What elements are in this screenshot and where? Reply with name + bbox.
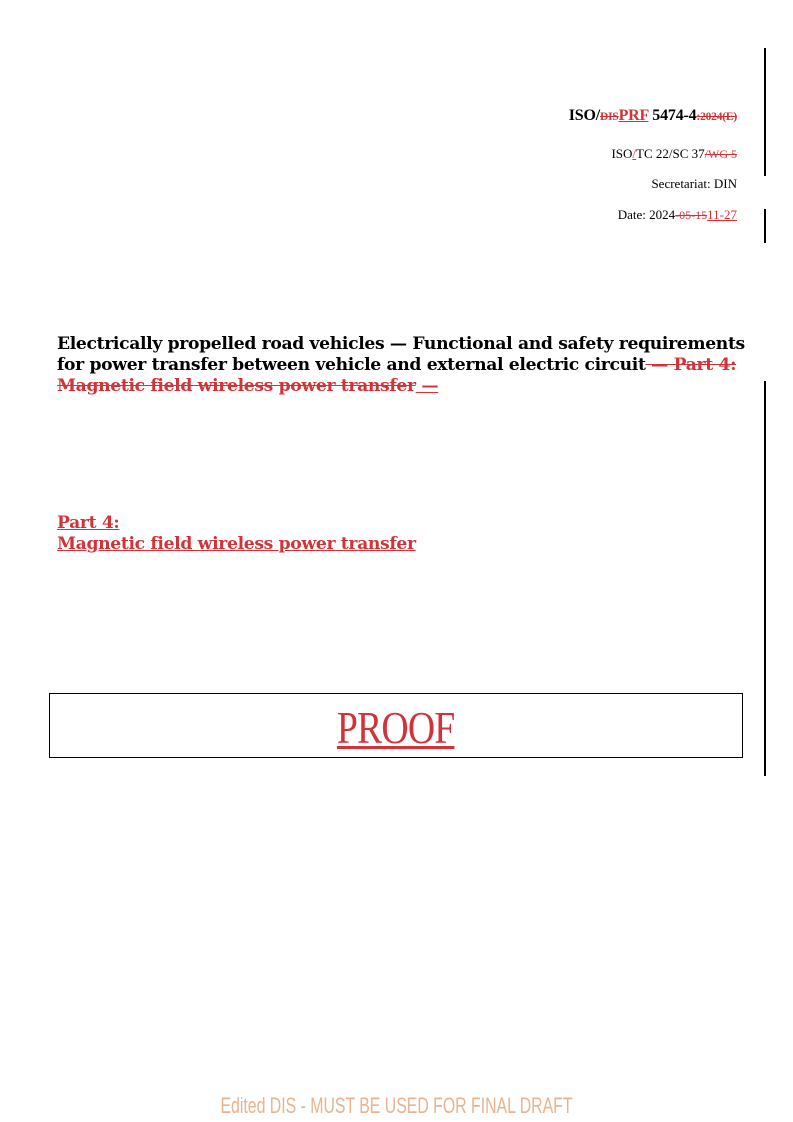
doc-ref-prefix: ISO/ [568,107,600,124]
part-subtitle: Magnetic field wireless power transfer [57,534,416,554]
part-title [57,513,416,555]
doc-number: 5474-4 [648,107,697,124]
date-label: Date: 2024 [617,207,676,222]
draft-watermark: Edited DIS - MUST BE USED FOR FINAL DRAFT [220,1093,573,1118]
document-title [57,334,747,397]
document-header [569,106,737,223]
title-deleted-part: — Part 4: Magnetic field wireless power transfer [57,355,737,396]
proof-label: PROOF [337,701,455,753]
document-reference [569,106,737,127]
inserted-slash: / [632,146,637,161]
inserted-stage: PRF [618,107,649,124]
deleted-wg: /WG 5 [704,147,737,161]
title-inserted-dash: — [415,376,439,396]
deleted-suffix: :2024(E) [696,111,737,123]
part-number: Part 4: [57,513,120,533]
committee-iso: ISO [611,146,633,161]
deleted-stage: DIS [600,111,619,123]
committee-reference [569,146,737,162]
title-main: Electrically propelled road vehicles — Functional and safety requirements for power transfer between vehicle and external electric circuit [57,334,745,375]
secretariat: Secretariat: DIN [651,176,737,191]
change-bar [764,381,766,776]
change-bar [764,48,766,176]
committee-tc: TC 22/SC 37 [636,146,705,161]
document-date [569,207,737,223]
proof-box [49,693,743,758]
change-bar [764,209,766,243]
deleted-date: -05-15 [675,208,708,222]
inserted-date: 11-27 [707,207,737,222]
